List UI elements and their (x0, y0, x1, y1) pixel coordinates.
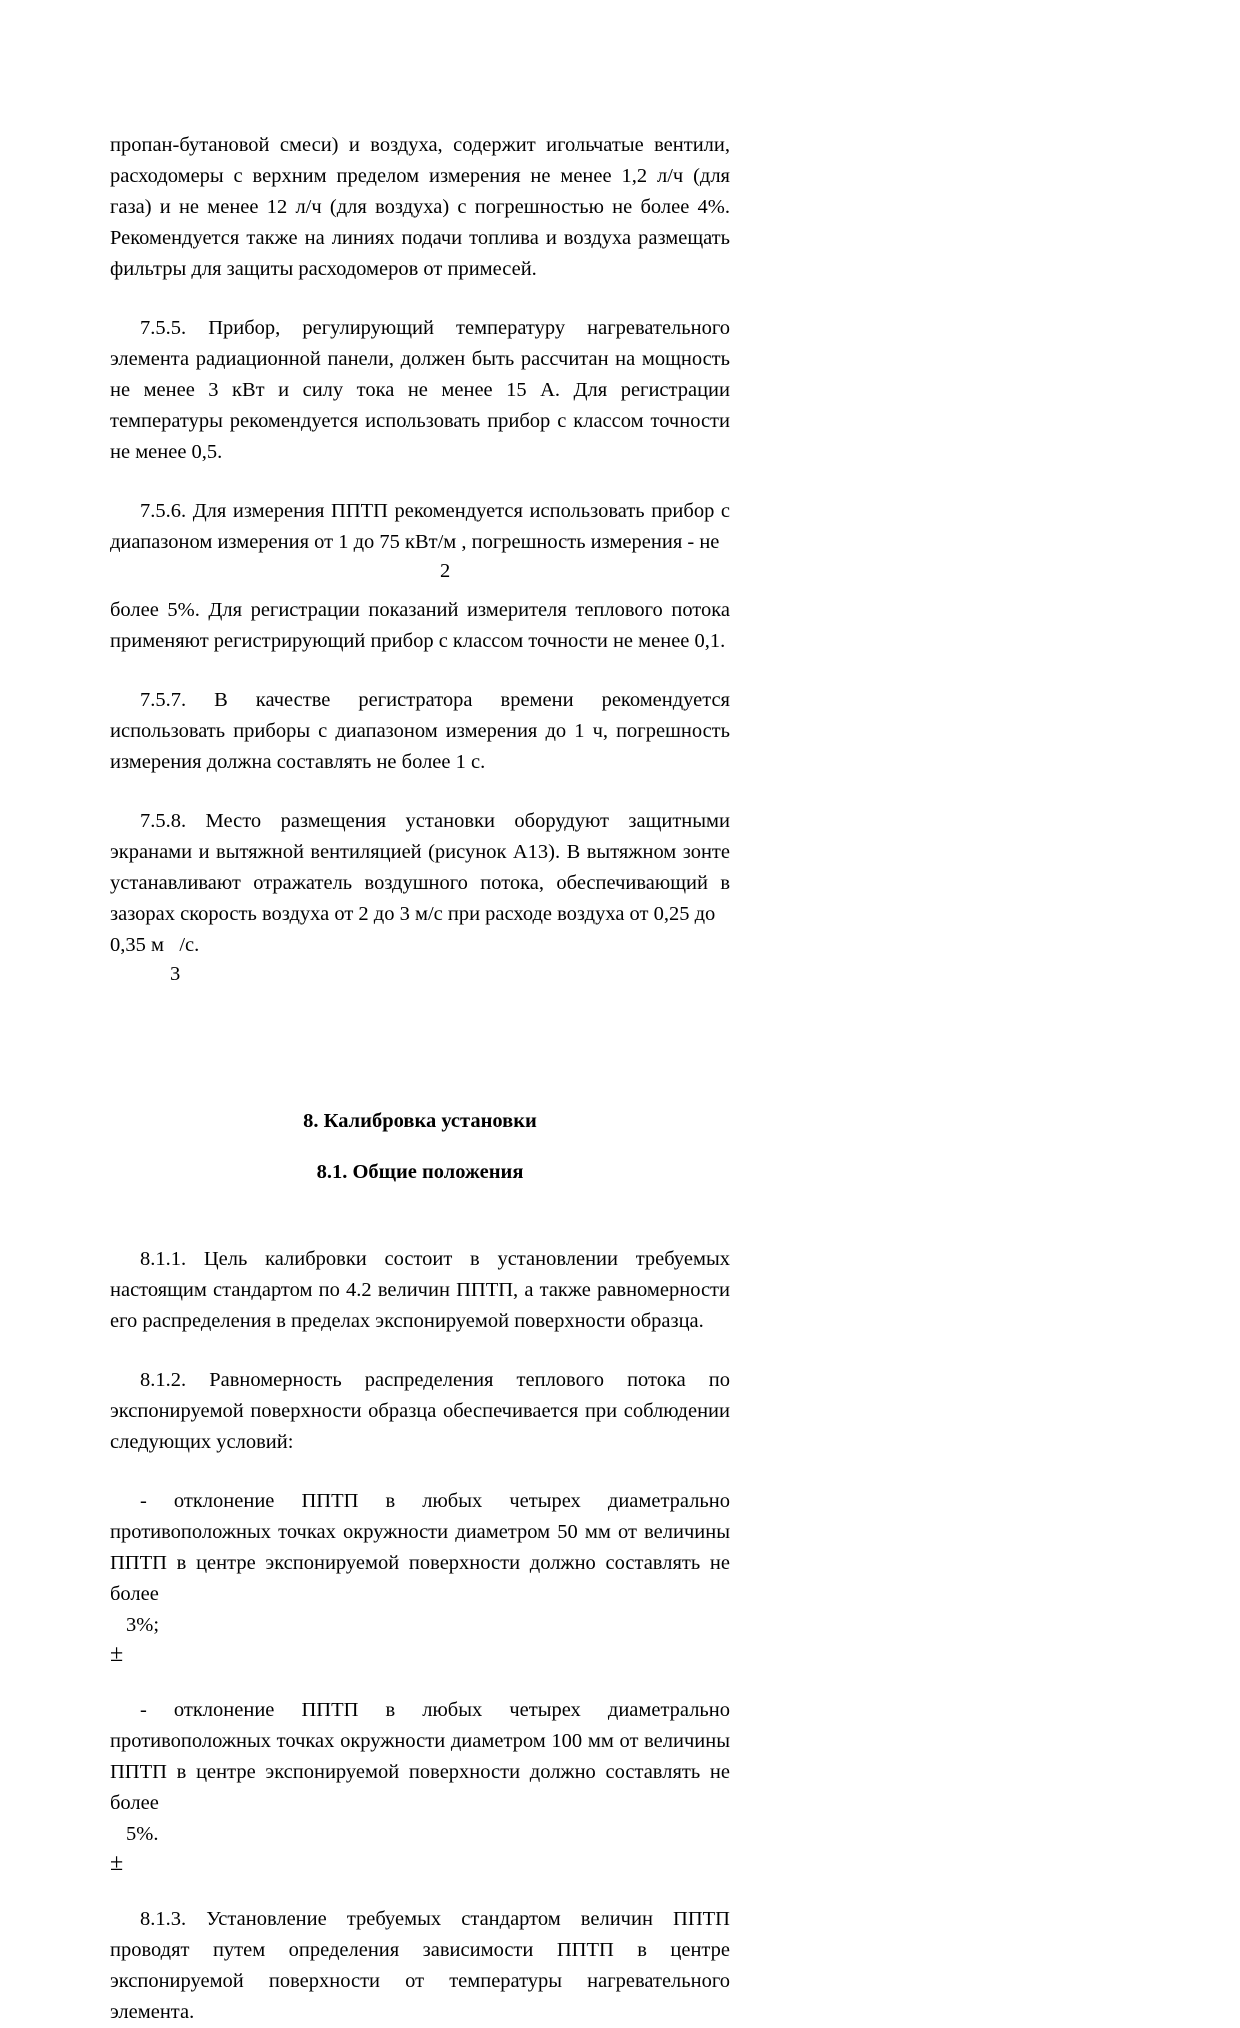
bullet-item-2: - отклонение ППТП в любых четырех диаметрально противоположных точках окружности диаметром 100 мм от величины ППТП в центре экспонируемой поверхности должно составлять не более (110, 1699, 730, 1814)
paragraph-spacer (110, 778, 730, 806)
paragraph-spacer (110, 1337, 730, 1365)
paragraph-8-1-3: 8.1.3. Установление требуемых стандартом величин ППТП проводят путем определения зависимости ППТП в центре экспонируемой поверхности от температуры нагревательного элемента. (110, 1908, 730, 2023)
orphan-plusminus-sign-2: ± (110, 1850, 124, 1876)
heading-spacer (110, 1137, 730, 1157)
paragraph-spacer (110, 1667, 730, 1695)
heading-section-8: 8. Калибровка установки (303, 1110, 537, 1132)
paragraph-7-5-6-part1: 7.5.6. Для измерения ППТП рекомендуется использовать прибор с диапазоном измерения от 1 до 75 кВт/м , погрешность измерения - не (110, 500, 730, 553)
heading-section-8-1: 8.1. Общие положения (316, 1161, 524, 1183)
paragraph-spacer (110, 657, 730, 685)
bullet-item-1: - отклонение ППТП в любых четырех диаметрально противоположных точках окружности диаметром 50 мм от величины ППТП в центре экспонируемой поверхности должно составлять не более (110, 1490, 730, 1605)
orphan-superscript-two: 2 (440, 560, 451, 582)
document-content (110, 130, 730, 2028)
paragraph-spacer (110, 585, 730, 595)
paragraph-7-5-5: 7.5.5. Прибор, регулирующий температуру нагревательного элемента радиационной панели, должен быть рассчитан на мощность не менее 3 кВт и силу тока не менее 15 А. Для регистрации температуры рекомендуется использовать прибор с классом точности не менее 0,5. (110, 317, 730, 463)
paragraph-7-5-7: 7.5.7. В качестве регистратора времени рекомендуется использовать приборы с диапазоном измерения до 1 ч, погрешность измерения должна составлять не более 1 с. (110, 689, 730, 773)
bullet-item-1-tail: 3%; (126, 1614, 160, 1636)
section-spacer (110, 988, 730, 1106)
orphan-plusminus-sign-1: ± (110, 1641, 124, 1667)
paragraph-7-5-4-continuation: пропан-бутановой смеси) и воздуха, содержит игольчатые вентили, расходомеры с верхним пределом измерения не менее 1,2 л/ч (для газа) и не менее 12 л/ч (для воздуха) с погрешностью не более 4%. Рекомендуется также на линиях подачи топлива и воздуха размещать фильтры для защиты расходомеров от примесей. (110, 134, 730, 280)
bullet-item-2-tail: 5%. (126, 1823, 159, 1845)
paragraph-spacer (110, 1458, 730, 1486)
paragraph-8-1-1: 8.1.1. Цель калибровки состоит в установлении требуемых настоящим стандартом по 4.2 величин ППТП, а также равномерности его распределения в пределах экспонируемой поверхности образца. (110, 1248, 730, 1332)
paragraph-7-5-8-tail: 0,35 м /с. (110, 934, 200, 956)
paragraph-8-1-2: 8.1.2. Равномерность распределения теплового потока по экспонируемой поверхности образца обеспечивается при соблюдении следующих условий: (110, 1369, 730, 1453)
heading-spacer (110, 1188, 730, 1244)
orphan-superscript-three: 3 (170, 963, 181, 985)
paragraph-7-5-8: 7.5.8. Место размещения установки оборудуют защитными экранами и вытяжной вентиляцией (рисунок А13). В вытяжном зонте устанавливают отражатель воздушного потока, обеспечивающий в зазорах скорость воздуха от 2 до 3 м/с при расходе воздуха от 0,25 до (110, 810, 730, 925)
paragraph-spacer (110, 468, 730, 496)
paragraph-spacer (110, 1876, 730, 1904)
paragraph-7-5-6-part2: более 5%. Для регистрации показаний измерителя теплового потока применяют регистрирующий прибор с классом точности не менее 0,1. (110, 599, 730, 652)
paragraph-spacer (110, 285, 730, 313)
